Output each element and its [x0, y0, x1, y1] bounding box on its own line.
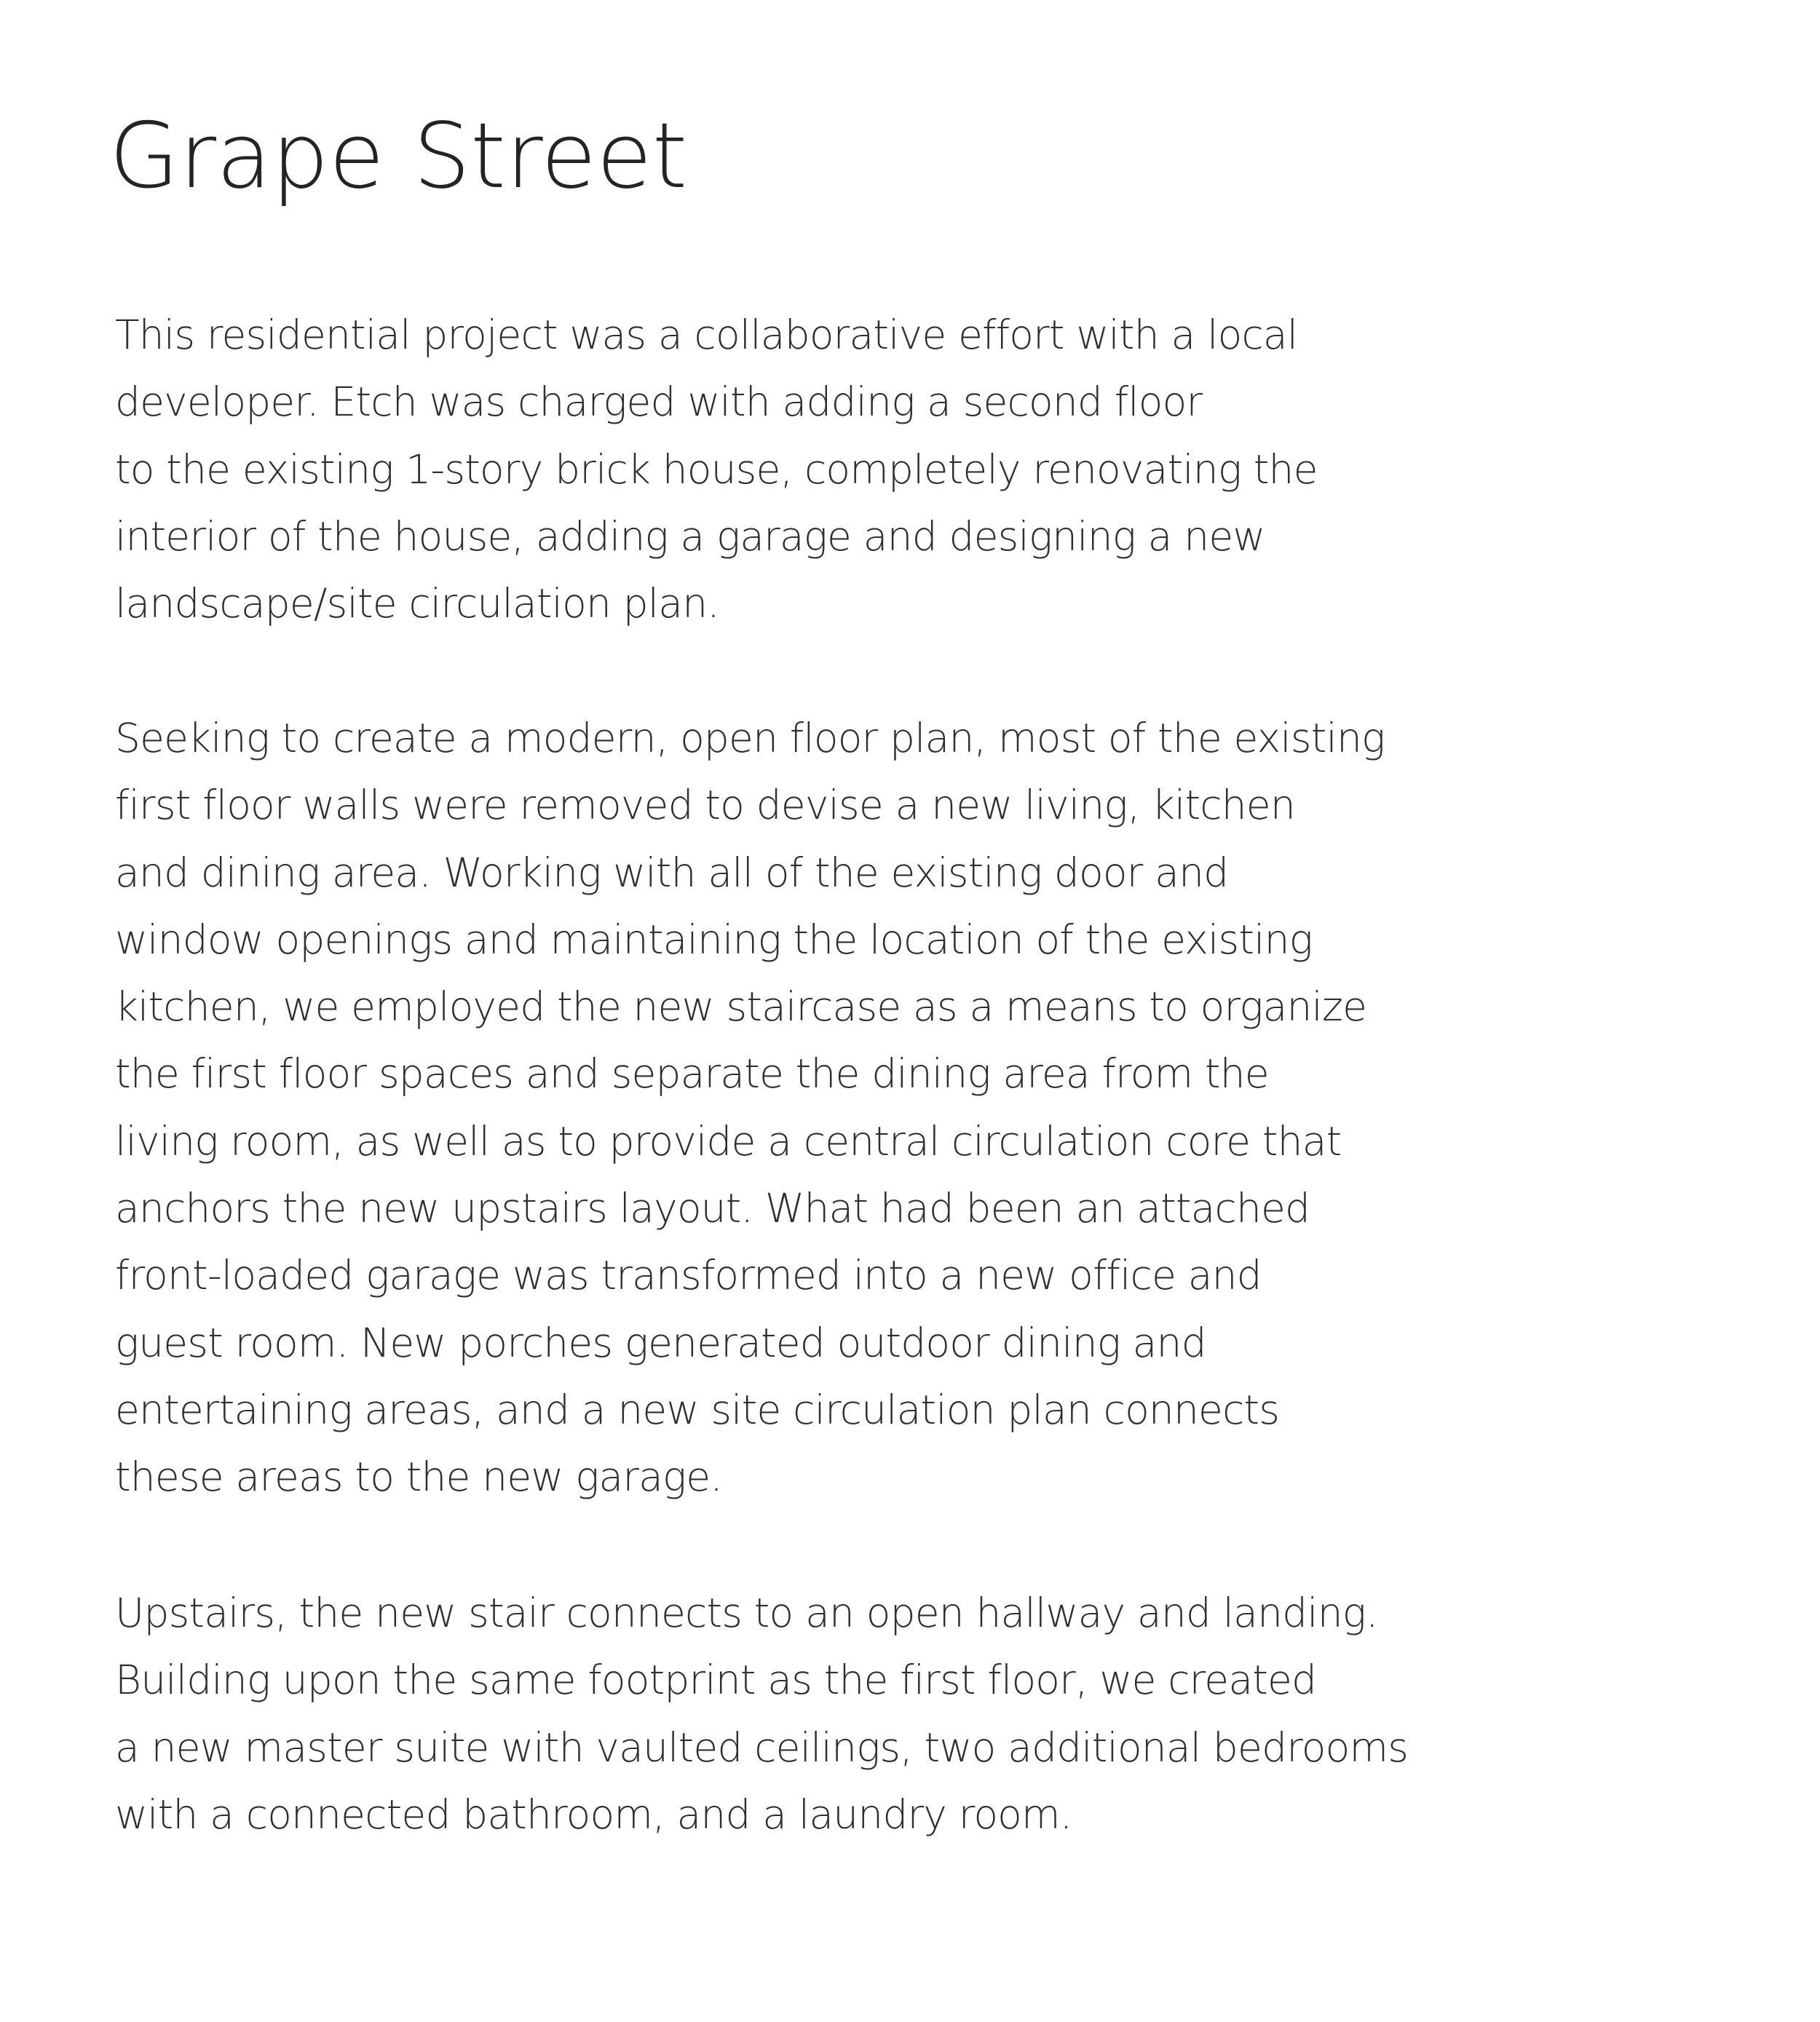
paragraph-line: window openings and maintaining the location of the existing	[115, 916, 1313, 963]
paragraph-line: and dining area. Working with all of the existing door and	[115, 849, 1229, 896]
paragraph-first-floor	[115, 705, 1571, 1511]
paragraph-line: a new master suite with vaulted ceilings, two additional bedrooms	[115, 1724, 1409, 1771]
paragraph-line: kitchen, we employed the new staircase as a means to organize	[115, 983, 1367, 1031]
paragraph-line: first floor walls were removed to devise a new living, kitchen	[115, 782, 1295, 829]
paragraph-line: Seeking to create a modern, open floor plan, most of the existing	[115, 715, 1385, 761]
paragraph-line: these areas to the new garage.	[115, 1454, 722, 1501]
paragraph-line: Upstairs, the new stair connects to an open hallway and landing.	[115, 1590, 1378, 1636]
paragraph-line: with a connected bathroom, and a laundry room.	[115, 1791, 1072, 1838]
paragraph-line: guest room. New porches generated outdoor dining and	[115, 1319, 1206, 1366]
paragraph-line: interior of the house, adding a garage and designing a new	[115, 512, 1265, 560]
paragraph-line: entertaining areas, and a new site circulation plan connects	[115, 1386, 1280, 1433]
paragraph-line: to the existing 1-story brick house, completely renovating the	[115, 445, 1318, 493]
paragraph-line: landscape/site circulation plan.	[115, 580, 719, 627]
paragraph-line: developer. Etch was charged with adding a second floor	[115, 378, 1203, 426]
page-title: Grape Street	[109, 104, 688, 209]
paragraph-upstairs	[115, 1579, 1571, 1848]
paragraph-line: This residential project was a collaborative effort with a local	[115, 312, 1298, 358]
paragraph-line: anchors the new upstairs layout. What had been an attached	[115, 1185, 1310, 1232]
paragraph-line: front-loaded garage was transformed into a new office and	[115, 1252, 1262, 1299]
paragraph-line: the first floor spaces and separate the dining area from the	[115, 1050, 1269, 1098]
paragraph-line: Building upon the same footprint as the first floor, we created	[115, 1657, 1317, 1704]
paragraph-intro	[115, 301, 1571, 637]
paragraph-line: living room, as well as to provide a central circulation core that	[115, 1117, 1342, 1165]
